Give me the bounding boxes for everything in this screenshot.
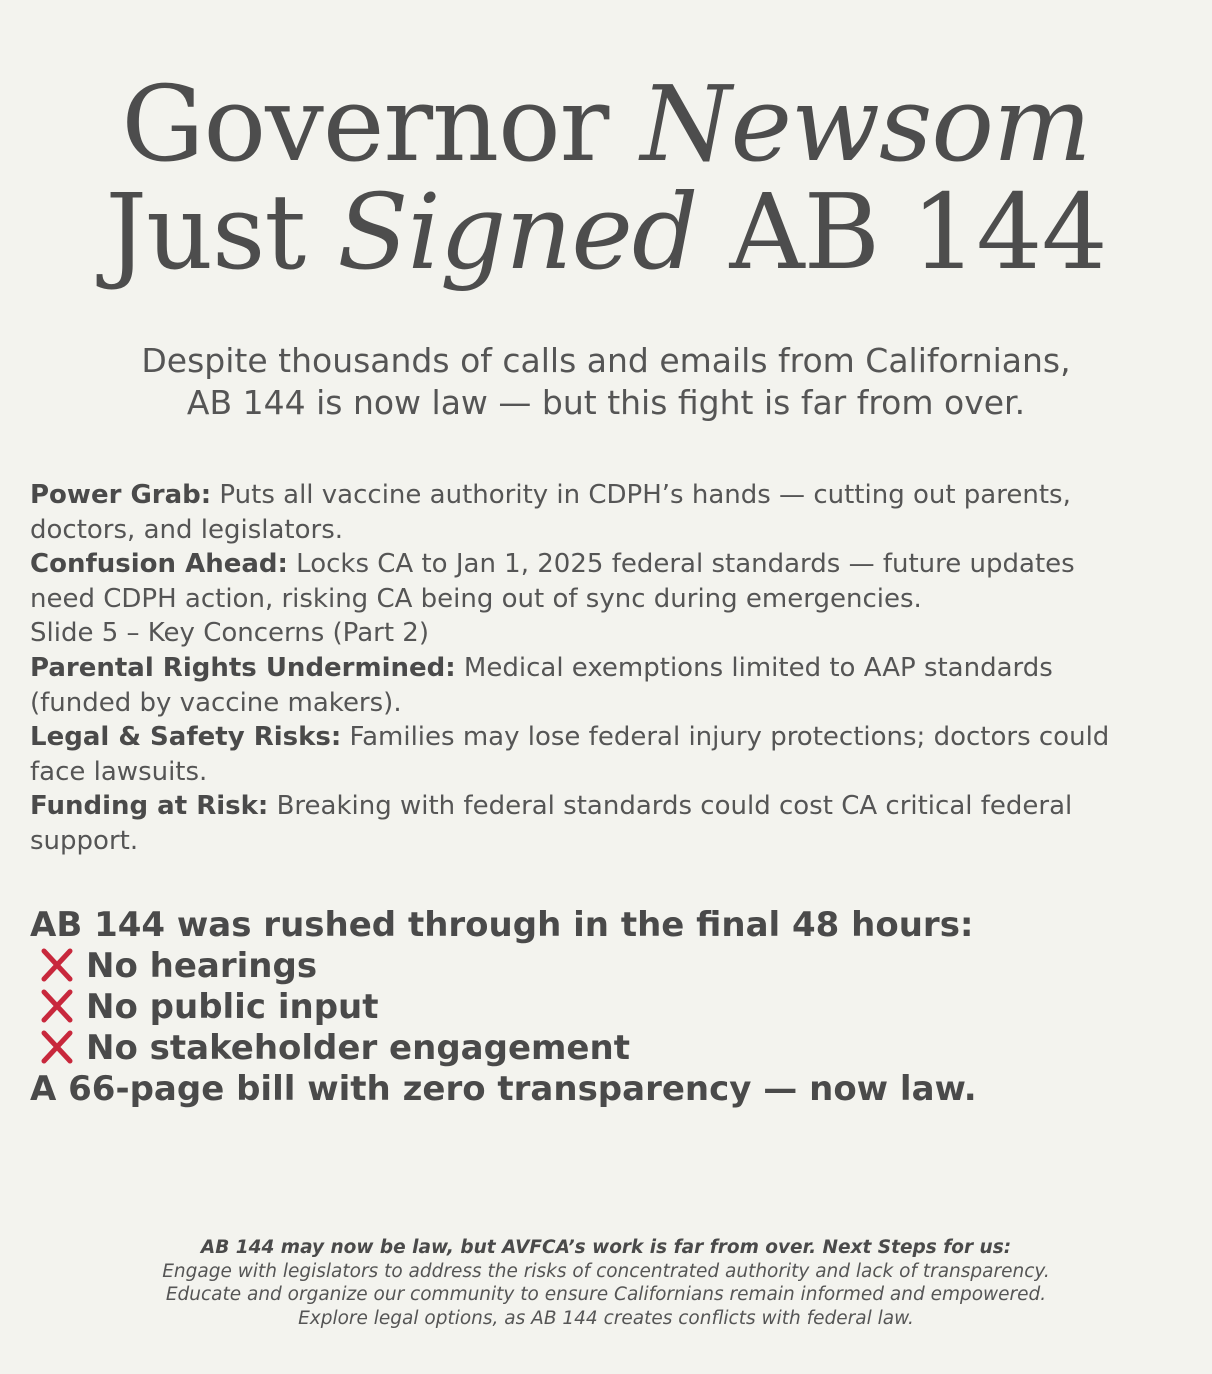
headline-newsom: Newsom [640, 63, 1091, 185]
concerns-list [30, 478, 1200, 859]
concern-text: Breaking with federal standards could cost CA critical federal [268, 791, 1073, 822]
headline [0, 63, 1212, 293]
rushed-item [30, 1028, 1200, 1069]
subtitle-line-1: Despite thousands of calls and emails from Californians, [141, 341, 1071, 380]
slide-note [30, 616, 1200, 651]
cross-mark-icon [38, 1030, 76, 1064]
headline-just: Just [105, 171, 306, 293]
concern-confusion-ahead [30, 547, 1200, 616]
footer [0, 1236, 1212, 1331]
concern-text-continued: doctors, and legislators. [30, 514, 344, 545]
headline-line-1 [0, 63, 1212, 185]
rushed-item-label: No hearings [86, 946, 318, 986]
headline-governor: Governor [121, 63, 609, 185]
concern-funding-risk [30, 789, 1200, 858]
concern-parental-rights [30, 651, 1200, 720]
headline-bill: AB 144 [729, 171, 1107, 293]
concern-text: Puts all vaccine authority in CDPH’s hands — cutting out parents, [211, 480, 1071, 510]
concern-text: Locks CA to Jan 1, 2025 federal standards — future updates [287, 549, 1075, 580]
slide-note-text: Slide 5 – Key Concerns (Part 2) [30, 618, 429, 649]
rushed-item-label: No stakeholder engagement [86, 1028, 630, 1068]
concern-text: Families may lose federal injury protections; doctors could [341, 722, 1110, 753]
concern-legal-safety [30, 720, 1200, 789]
subtitle [0, 340, 1212, 424]
concern-label: Parental Rights Undermined: [30, 652, 456, 683]
rushed-item [30, 946, 1200, 987]
rushed-heading: AB 144 was rushed through in the final 48 hours: [30, 905, 974, 945]
rushed-item [30, 987, 1200, 1028]
headline-signed: Signed [337, 171, 698, 293]
rushed-conclusion: A 66-page bill with zero transparency — now law. [30, 1069, 977, 1109]
footer-step: Educate and organize our community to ensure Californians remain informed and empowered. [165, 1284, 1047, 1306]
rushed-section [30, 905, 1200, 1110]
footer-step: Engage with legislators to address the risks of concentrated authority and lack of transparency. [162, 1260, 1050, 1282]
concern-label: Funding at Risk: [30, 791, 269, 822]
footer-lead: AB 144 may now be law, but AVFCA’s work is far from over. Next Steps for us: [200, 1237, 1012, 1258]
subtitle-line-2: AB 144 is now law — but this fight is far from over. [186, 383, 1026, 422]
cross-mark-icon [38, 948, 76, 982]
concern-label: Power Grab: [30, 480, 212, 510]
concern-text-continued: need CDPH action, risking CA being out of sync during emergencies. [30, 583, 922, 614]
concern-text-continued: (funded by vaccine makers). [30, 687, 402, 718]
concern-text-continued: face lawsuits. [30, 756, 208, 787]
rushed-item-label: No public input [86, 987, 379, 1027]
cross-mark-icon [38, 989, 76, 1023]
headline-line-2 [0, 171, 1212, 293]
footer-step: Explore legal options, as AB 144 creates conflicts with federal law. [298, 1308, 914, 1330]
concern-power-grab [30, 478, 1200, 547]
concern-text-continued: support. [30, 825, 139, 856]
concern-label: Legal & Safety Risks: [30, 722, 342, 753]
concern-text: Medical exemptions limited to AAP standards [455, 652, 1053, 683]
concern-label: Confusion Ahead: [30, 549, 288, 580]
